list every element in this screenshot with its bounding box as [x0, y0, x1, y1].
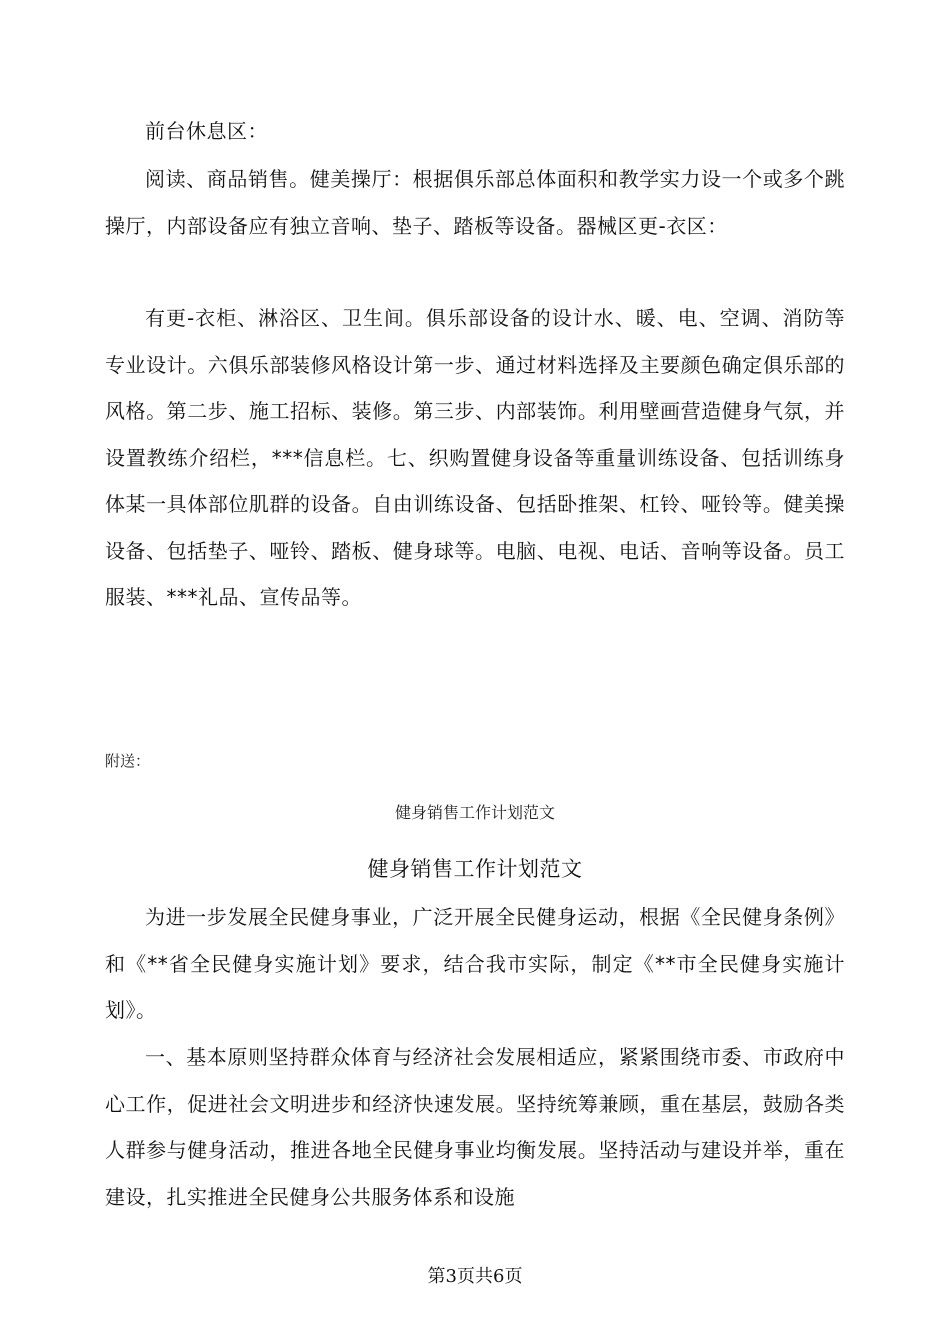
appendix-label: 附送：	[105, 752, 151, 770]
paragraph-facilities: 有更-衣柜、淋浴区、卫生间。俱乐部设备的设计水、暖、电、空调、消防等专业设计。六俱乐部装修风格设计第一步、通过材料选择及主要颜色确定俱乐部的风格。第二步、施工招标、装修。第三步、内部装饰。利用壁画营造健身气氛，并设置教练介绍栏，***信息栏。七、织购置健身设备等重量训练设备、包括训练身体某一具体部位肌群的设备。自由训练设备、包括卧推架、杠铃、哑铃等。健美操设备、包括垫子、哑铃、踏板、健身球等。电脑、电视、电话、音响等设备。员工服装、***礼品、宣传品等。	[105, 306, 845, 609]
paragraph-intro: 为进一步发展全民健身事业，广泛开展全民健身运动，根据《全民健身条例》和《**省全民健身实施计划》要求，结合我市实际，制定《**市全民健身实施计划》。	[105, 905, 845, 1022]
page-number-footer: 第3页共6页	[427, 1266, 523, 1287]
section-heading-front-desk: 前台休息区：	[145, 119, 268, 143]
appendix-small-title: 健身销售工作计划范文	[394, 803, 555, 822]
paragraph-aerobics-hall: 阅读、商品销售。健美操厅：根据俱乐部总体面积和教学实力设一个或多个跳操厅，内部设备应有独立音响、垫子、踏板等设备。器械区更-衣区：	[105, 167, 845, 238]
paragraph-basic-principles: 一、基本原则坚持群众体育与经济社会发展相适应，紧紧围绕市委、市政府中心工作，促进社会文明进步和经济快速发展。坚持统筹兼顾，重在基层，鼓励各类人群参与健身活动，推进各地全民健身事业均衡发展。坚持活动与建设并举，重在建设，扎实推进全民健身公共服务体系和设施	[105, 1045, 845, 1209]
document-title: 健身销售工作计划范文	[367, 857, 583, 881]
